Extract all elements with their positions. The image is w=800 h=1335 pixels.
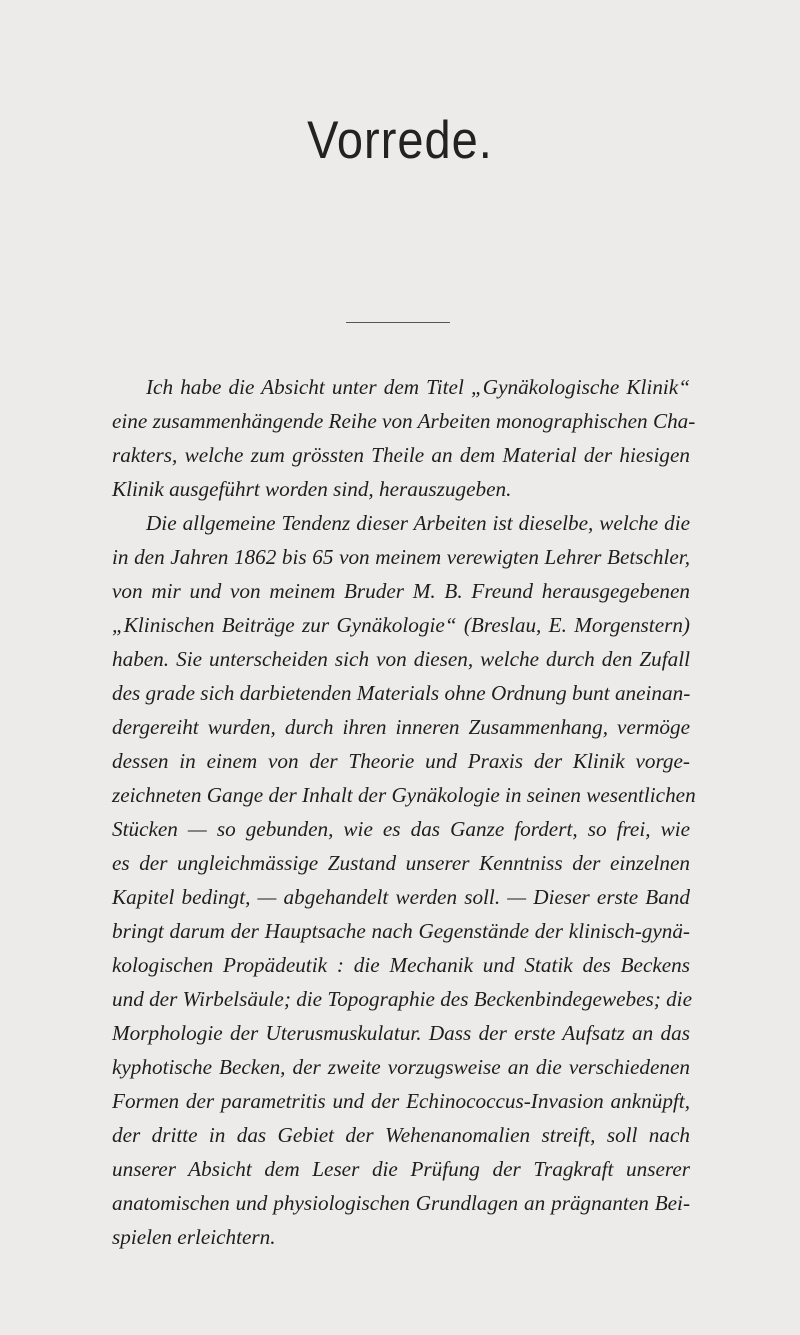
text-line-21: kyphotische Becken, der zweite vorzugsweise an die verschiedenen [112,1055,690,1079]
text-line-15: es der ungleichmässige Zustand unserer Kenntniss der einzelnen [112,851,690,875]
text-line-6: in den Jahren 1862 bis 65 von meinem verewigten Lehrer Betschler, [112,545,690,569]
text-line-13: zeichneten Gange der Inhalt der Gynäkologie in seinen wesentlichen [112,783,696,807]
text-line-24: unserer Absicht dem Leser die Prüfung der Tragkraft unserer [112,1157,690,1181]
title-divider-rule [346,322,450,323]
text-line-23: der dritte in das Gebiet der Wehenanomalien streift, soll nach [112,1123,690,1147]
text-line-3: rakters, welche zum grössten Theile an dem Material der hiesigen [112,443,690,467]
text-line-17: bringt darum der Hauptsache nach Gegenstände der klinisch-gynä- [112,919,690,943]
text-line-20: Morphologie der Uterusmuskulatur. Dass der erste Aufsatz an das [112,1021,690,1045]
text-line-10: des grade sich darbietenden Materials ohne Ordnung bunt aneinan- [112,681,691,705]
text-line-18: kologischen Propädeutik : die Mechanik und Statik des Beckens [112,953,690,977]
text-line-14: Stücken — so gebunden, wie es das Ganze fordert, so frei, wie [112,817,690,841]
text-line-5: Die allgemeine Tendenz dieser Arbeiten ist dieselbe, welche die [146,511,690,535]
text-line-11: dergereiht wurden, durch ihren inneren Zusammenhang, vermöge [112,715,690,739]
text-line-4: Klinik ausgeführt worden sind, herauszugeben. [112,477,512,501]
text-line-9: haben. Sie unterscheiden sich von diesen, welche durch den Zufall [112,647,690,671]
text-line-25: anatomischen und physiologischen Grundlagen an prägnanten Bei- [112,1191,690,1215]
text-line-22: Formen der parametritis und der Echinococcus-Invasion anknüpft, [112,1089,690,1113]
text-line-19: und der Wirbelsäule; die Topographie des Beckenbindegewebes; die [112,987,692,1011]
text-line-1: Ich habe die Absicht unter dem Titel „Gynäkologische Klinik“ [146,375,690,399]
text-line-26: spielen erleichtern. [112,1225,276,1249]
text-line-7: von mir und von meinem Bruder M. B. Freund herausgegebenen [112,579,690,603]
text-line-12: dessen in einem von der Theorie und Praxis der Klinik vorge- [112,749,690,773]
text-line-8: „Klinischen Beiträge zur Gynäkologie“ (Breslau, E. Morgenstern) [112,613,690,637]
text-line-2: eine zusammenhängende Reihe von Arbeiten monographischen Cha- [112,409,696,433]
page-title: Vorrede. [307,109,493,170]
text-line-16: Kapitel bedingt, — abgehandelt werden soll. — Dieser erste Band [112,885,690,909]
